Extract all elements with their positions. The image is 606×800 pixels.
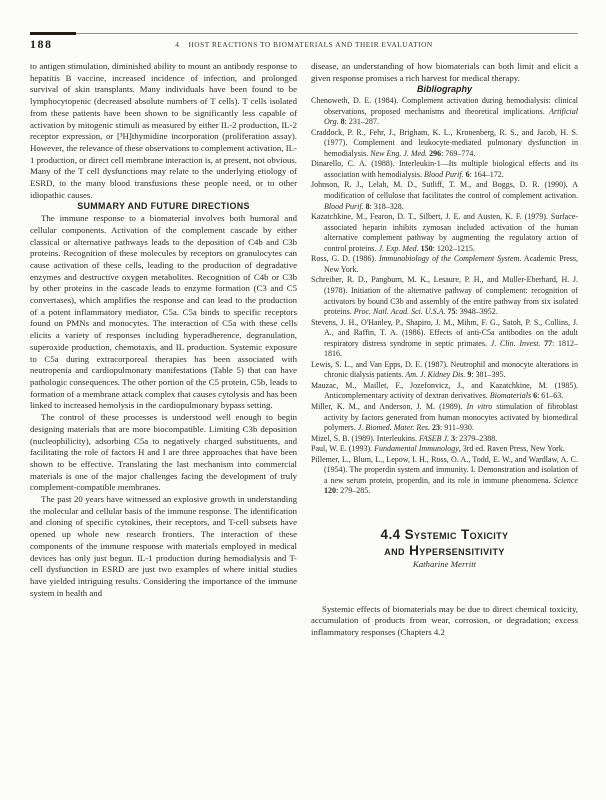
- bibliography-entry: Miller, K. M., and Anderson, J. M. (1989). In vitro stimulation of fibroblast activity by factors generated from human monocytes activated by biomedical polymers. J. Biomed. Mater. Res. 23: 911–930.: [311, 401, 579, 433]
- bibliography-entry: Lewis, S. L., and Van Epps, D. E. (1987). Neutrophil and monocyte alterations in chronic dialysis patients. Am. J. Kidney Dis. 9: 381–395.: [311, 359, 578, 380]
- bibliography-entry: Paul, W. E. (1993). Fundamental Immunology, 3rd ed. Raven Press, New York.: [311, 444, 565, 454]
- paragraph: The past 20 years have witnessed an explosive growth in understanding the molecular and cellular basis of the immune response. The identification and cloning of specific cytokines, their receptors, and T-cell subsets have opened up whole new research frontiers. The interaction of these components of the immune response with materials employed in medical devices has only just begun. IL-1 production during hemodialysis and T-cell dysfunction in ESRD are just two examples of where initial studies have yielded intriguing results. Considering the importance of the immune system in health and: [30, 494, 297, 598]
- bibliography-entry: Schreiber, R. D., Pangburn, M. K., Lesaure, P. H., and Muller-Eberhard, H. J. (1978). Initiation of the alternative pathway of complement: recognition of activators by bound C3b and assembly of the entire pathway from six isolated proteins. Proc. Natl. Acad. Sci. U.S.A. 75: 3948–3952.: [311, 275, 578, 317]
- bibliography-entry: Craddock, P. R., Fehr, J., Brigham, K. L., Kronenberg, R. S., and Jacob, H. S. (1977). Complement and leukocyte-mediated pulmonary dysfunction in hemodialysis. New Eng. J. Med. 296: 769–774.: [311, 127, 578, 158]
- bibliography-entry: Pillemer, L., Blum, L., Lepow, I. H., Ross, O. A., Todd, E. W., and Wardlaw, A. C. (1954). The properdin system and immunity. I. Demonstration and isolation of a new serum protein, properdin, and its role in immune phenomena. Science 120: 279–285.: [311, 454, 578, 496]
- page-number: 188: [30, 37, 53, 51]
- two-column-body: [30, 61, 578, 639]
- section-title-line1: 4.4 Systemic Toxicity: [380, 526, 509, 542]
- running-head-title: HOST REACTIONS TO BIOMATERIALS AND THEIR EVALUATION: [188, 40, 433, 49]
- bibliography-entry: Ross, G. D. (1986). Immunobiology of the Complement System. Academic Press, New York.: [311, 254, 578, 274]
- section-title-line2: and Hypersensitivity: [384, 542, 505, 558]
- section-title: [311, 527, 578, 559]
- bibliography-entry: Mizel, S. B. (1989). Interleukins. FASEB J. 3: 2379–2388.: [311, 433, 498, 443]
- bibliography-entry: Johnson, R. J., Lelah, M. D., Sutliff, T. M., and Boggs, D. R. (1990). A modification of cellulose that facilitates the control of complement activation. Blood Purif. 8: 318–328.: [311, 180, 578, 211]
- bibliography-entry: Stevens, J. H., O'Hanley, P., Shapiro, J. M., Mihm, F. G., Satoh, P. S., Collins, J. A., and Raffin, T. A. (1986). Effects of anti-C5a antibodies on the adult respiratory distress syndrome in septic primates. J. Clin. Invest. 77: 1812–1816.: [311, 317, 579, 359]
- bibliography-entry: Kazatchkine, M., Fearon, D. T., Silbert, J. E. and Austen, K. F. (1979). Surface-associated heparin inhibits zymosan included activation of the human alternative complement pathway by augmenting the regulatory action of control proteins. J. Exp. Med. 150: 1202–1215.: [311, 212, 578, 253]
- paragraph: The immune response to a biomaterial involves both humoral and cellular components. Activation of the complement cascade by either classical or alternative pathways leads to the deposition of C4b and C3b proteins. Recognition of these molecules by receptors on granulocytes can cause activation of these cells, leading to the production of degradative enzymes and destructive oxygen metabolites. Recognition of C4b or C3b by other proteins in the cascade leads to enzyme formation (C3 and C5 convertases), which amplifies the response and can lead to the production of a potent inflammatory mediator, C5a. C5a binds to specific receptors found on PMNs and monocytes. The interaction of C5a with these cells elicits a variety of responses including hyperadherence, degranulation, superoxide production, chemotaxis, and IL production. Systemic exposure to C5a during extracorporeal therapies has been associated with neutropenia and cardiopulmonary manifestations (Table 5) that can have pathologic consequences. The other portion of the C5 protein, C5b, leads to formation of a membrane attack complex that causes cytolysis and has been linked to increased hemolysis in the cardiopulmonary bypass setting.: [30, 213, 297, 411]
- paragraph-continuation: to antigen stimulation, diminished ability to mount an antibody response to hepatitis B vaccine, increased incidence of infection, and prolonged survival of skin transplants. Many individuals have been found to be lymphocytopenic (decreased absolute numbers of T cells). T cells isolated from these patients have been shown to be significantly less capable of activation by mitogenic stimuli as measured by either IL-2 production, IL-2 receptor expression, or [³H]thymidine incorporation (proliferation assay). However, the relevance of these observations to complement activation, IL-1 production, or direct cell membrane interaction is, at present, not obvious. Many of the T cell dysfunctions may relate to the underlying etiology of ESRD, to the many blood transfusions these people need, or to other idiopathic causes.: [30, 61, 298, 200]
- bibliography-list: [311, 96, 578, 497]
- bibliography-heading: Bibliography: [416, 84, 472, 95]
- bibliography-entry: Dinarello, C. A. (1988). Interleukin-1—Its multiple biological effects and its association with hemodialysis. Blood Purif. 6: 164–172.: [311, 159, 578, 179]
- left-column: [30, 61, 297, 639]
- page-header: [30, 33, 578, 49]
- paragraph-continuation: disease, an understanding of how biomaterials can both limit and elicit a given response promises a rich harvest for medical therapy.: [311, 61, 578, 83]
- header-rule: [30, 32, 76, 36]
- paragraph: Systemic effects of biomaterials may be due to direct chemical toxicity, accumulation of products from wear, corrosion, or degradation; excess inflammatory responses (Chapters 4.2: [311, 603, 578, 637]
- bibliography-entry: Chenoweth, D. E. (1984). Complement activation during hemodialysis: clinical observations, proposed mechanisms and theoretical implications. Artificial Org. 8: 231–287.: [311, 96, 578, 127]
- running-head-chapter: 4: [175, 40, 180, 49]
- section-author: Katharine Merritt: [412, 558, 477, 569]
- summary-section-heading: SUMMARY AND FUTURE DIRECTIONS: [77, 201, 250, 212]
- running-head: [30, 34, 578, 49]
- bibliography-entry: Mauzac, M., Maillet, F., Jozefonvicz, J., and Kazatchkine, M. (1985). Anticomplementary activity of dextran derivatives. Biomaterials 6: 61–63.: [311, 380, 578, 401]
- paragraph: The control of these processes is understood well enough to begin designing materials that are more biocompatible. Limiting C3b deposition (nucleophilicity), adsorbing C5a to negatively charged substituents, and facilitating the role of factors H and I are three approaches that have been shown to be effective. Translating the last mechanism into commercial materials is one of the major challenges facing the development of truly complement-compatible membranes.: [30, 412, 297, 493]
- right-column: [311, 61, 578, 639]
